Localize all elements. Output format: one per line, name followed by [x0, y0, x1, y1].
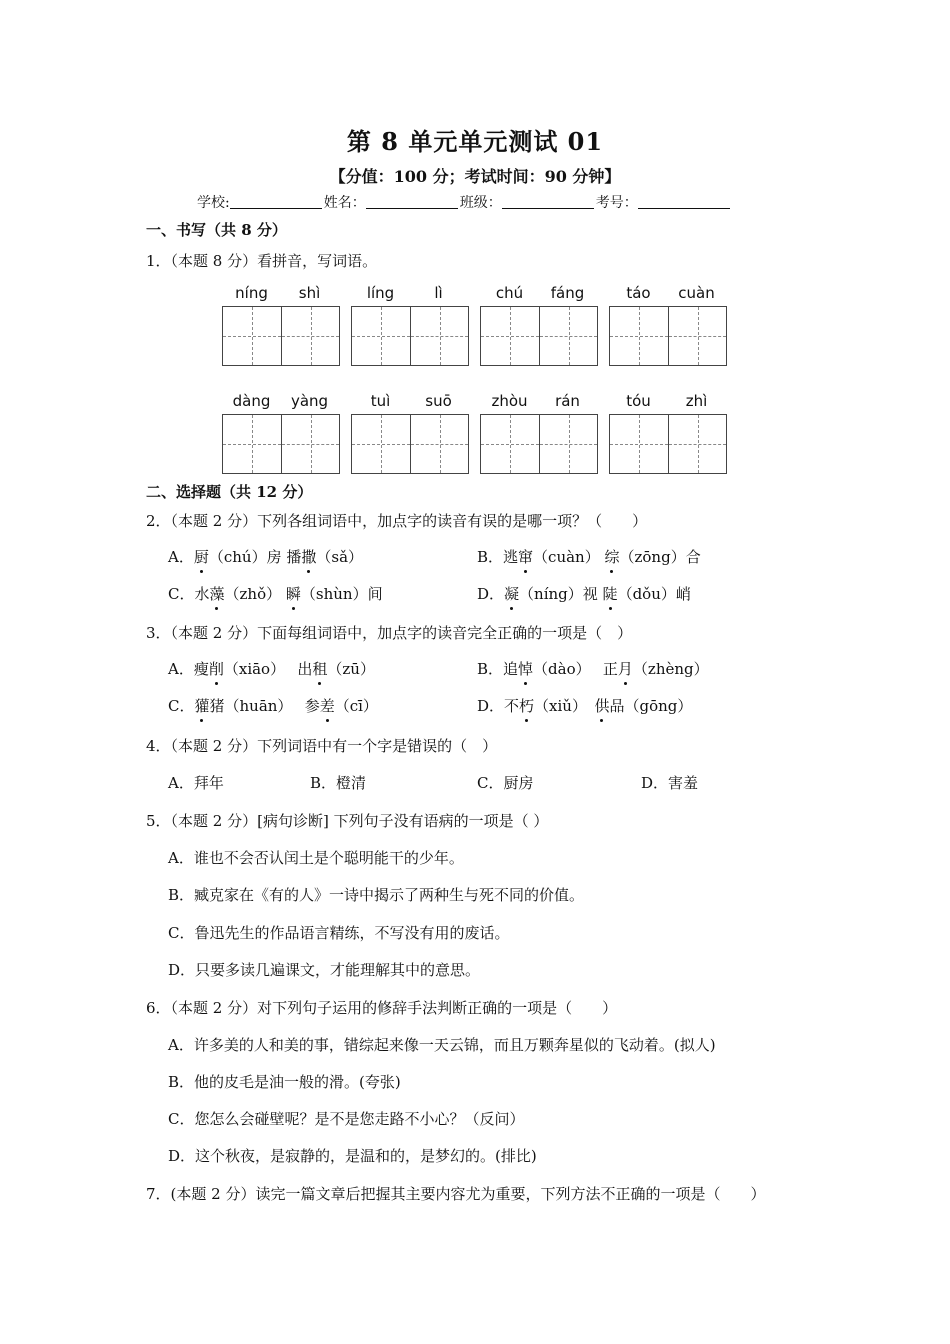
question-5-option-a[interactable]: A．谁也不会否认闰土是个聪明能干的少年。 — [168, 849, 464, 867]
pinyin-syllable: níng — [235, 284, 268, 302]
question-7-stem: 7．(本题 2 分）读完一篇文章后把握其主要内容尤为重要，下列方法不正确的一项是（ ） — [146, 1185, 766, 1203]
question-4-stem: 4．（本题 2 分）下列词语中有一个字是错误的（ ） — [146, 737, 498, 755]
writing-grid[interactable] — [480, 306, 598, 366]
question-6-option-b[interactable]: B．他的皮毛是油一般的滑。(夸张) — [168, 1073, 401, 1091]
question-6-option-c[interactable]: C．您怎么会碰壁呢？是不是您走路不小心？（反问） — [168, 1110, 525, 1128]
question-6-option-d[interactable]: D．这个秋夜，是寂静的，是温和的，是梦幻的。(排比) — [168, 1147, 537, 1165]
pinyin-syllable: zhòu — [491, 392, 528, 410]
question-2-option-c[interactable]: C．水藻（zhǒ） 瞬（shùn）间 — [168, 585, 383, 603]
pinyin-syllable: chú — [495, 284, 524, 302]
question-3-option-a[interactable]: A．瘦削（xiāo） 出租（zū） — [168, 660, 375, 678]
question-4-option-d[interactable]: D．害羞 — [641, 774, 699, 792]
pinyin-syllable: lì — [434, 284, 443, 302]
writing-grid[interactable] — [351, 414, 469, 474]
pinyin-syllable: zhì — [685, 392, 708, 410]
pinyin-syllable: rán — [555, 392, 580, 410]
question-3-option-d[interactable]: D．不朽（xiǔ） 供品（gōng） — [477, 697, 693, 715]
writing-grid[interactable] — [609, 306, 727, 366]
question-6-stem: 6．（本题 2 分）对下列句子运用的修辞手法判断正确的一项是（ ） — [146, 999, 618, 1017]
pinyin-syllable: tóu — [626, 392, 651, 410]
section-2-heading: 二、选择题（共 12 分） — [146, 483, 313, 501]
class-blank[interactable] — [502, 194, 594, 209]
pinyin-syllable: suō — [425, 392, 452, 410]
question-1-stem: 1．（本题 8 分）看拼音，写词语。 — [146, 252, 378, 270]
writing-grid[interactable] — [351, 306, 469, 366]
question-6-option-a[interactable]: A．许多美的人和美的事，错综起来像一天云锦，而且万颗奔星似的飞动着。(拟人) — [168, 1036, 716, 1054]
name-blank[interactable] — [366, 194, 458, 209]
question-2-option-a[interactable]: A．厨（chú）房 播撒（sǎ） — [168, 548, 364, 566]
question-5-option-b[interactable]: B．臧克家在《有的人》一诗中揭示了两种生与死不同的价值。 — [168, 886, 585, 904]
student-info-line — [197, 192, 732, 212]
question-4-option-b[interactable]: B．橙清 — [310, 774, 367, 792]
question-5-stem: 5．（本题 2 分）[病句诊断] 下列句子没有语病的一项是（ ） — [146, 812, 549, 830]
question-3-option-c[interactable]: C．獾猪（huān） 参差（cī） — [168, 697, 378, 715]
question-3-option-b[interactable]: B．追悼（dào） 正月（zhèng） — [477, 660, 709, 678]
pinyin-syllable: yàng — [290, 392, 329, 410]
class-label: 班级： — [459, 195, 502, 211]
question-4-option-c[interactable]: C．厨房 — [477, 774, 534, 792]
school-blank[interactable] — [230, 194, 322, 209]
writing-grid[interactable] — [480, 414, 598, 474]
writing-grid[interactable] — [609, 414, 727, 474]
question-5-option-c[interactable]: C．鲁迅先生的作品语言精练，不写没有用的废话。 — [168, 924, 510, 942]
pinyin-syllable: líng — [366, 284, 395, 302]
pinyin-syllable: shì — [298, 284, 321, 302]
question-3-stem: 3．（本题 2 分）下面每组词语中，加点字的读音完全正确的一项是（ ） — [146, 624, 633, 642]
exam-no-blank[interactable] — [638, 194, 730, 209]
writing-grid[interactable] — [222, 414, 340, 474]
pinyin-syllable: dàng — [232, 392, 271, 410]
pinyin-syllable: tuì — [370, 392, 391, 410]
exam-no-label: 考号： — [595, 195, 638, 211]
question-4-option-a[interactable]: A．拜年 — [168, 774, 224, 792]
name-label: 姓名： — [323, 195, 366, 211]
question-2-stem: 2．（本题 2 分）下列各组词语中，加点字的读音有误的是哪一项？（ ） — [146, 512, 648, 530]
page-title: 第 8 单元单元测试 01 — [346, 127, 604, 156]
pinyin-syllable: fáng — [550, 284, 585, 302]
section-1-heading: 一、书写（共 8 分） — [146, 221, 287, 239]
pinyin-syllable: cuàn — [678, 284, 715, 302]
question-5-option-d[interactable]: D．只要多读几遍课文，才能理解其中的意思。 — [168, 961, 481, 979]
writing-grid[interactable] — [222, 306, 340, 366]
pinyin-syllable: táo — [626, 284, 651, 302]
exam-subtitle: 【分值：100 分；考试时间：90 分钟】 — [329, 167, 621, 186]
question-2-option-b[interactable]: B．逃窜（cuàn） 综（zōng）合 — [477, 548, 701, 566]
question-2-option-d[interactable]: D．凝（níng）视 陡（dǒu）峭 — [477, 585, 691, 603]
school-label: 学校: — [197, 195, 230, 211]
